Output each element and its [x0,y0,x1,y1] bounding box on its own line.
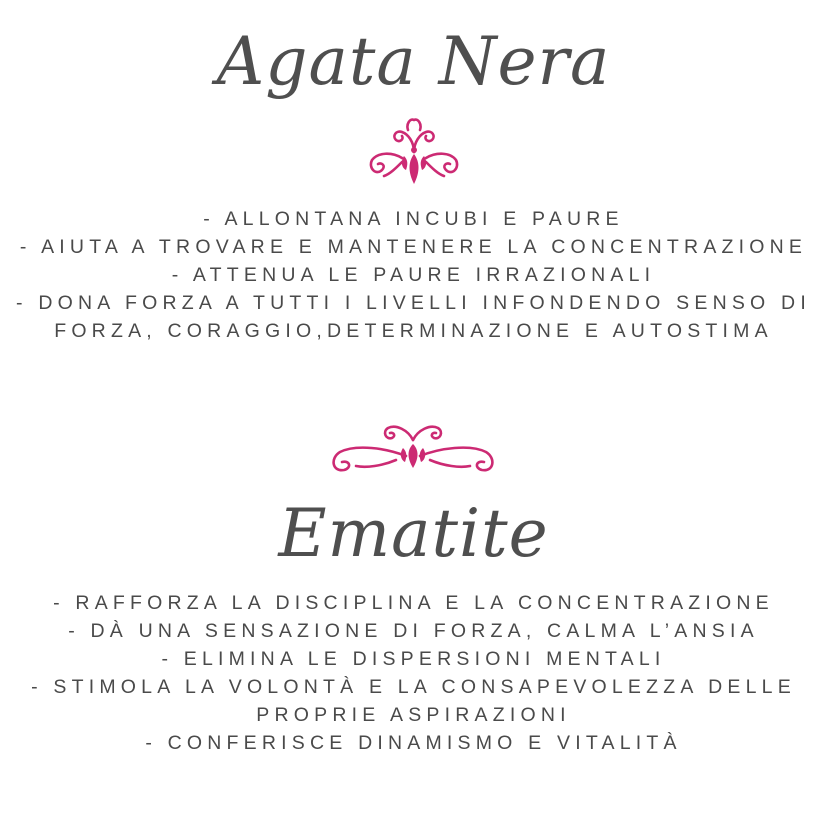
list-item: - DONA FORZA A TUTTI I LIVELLI INFONDENDO SENSO DI FORZA, CORAGGIO,DETERMINAZIONE E AUTOSTIMA [16,292,811,342]
section-title-agata-nera: Agata Nera [216,23,611,100]
agata-nera-properties-list [14,205,813,345]
list-item: - ELIMINA LE DISPERSIONI MENTALI [161,648,666,670]
list-item: - DÀ UNA SENSAZIONE DI FORZA, CALMA L’ANSIA [68,620,759,642]
list-item: - RAFFORZA LA DISCIPLINA E LA CONCENTRAZIONE [53,592,774,614]
list-item: - CONFERISCE DINAMISMO E VITALITÀ [145,732,682,754]
flourish-swirl-divider-icon [326,418,500,480]
list-item: - STIMOLA LA VOLONTÀ E LA CONSAPEVOLEZZA DELLE PROPRIE ASPIRAZIONI [31,676,796,726]
list-item: - AIUTA A TROVARE E MANTENERE LA CONCENTRAZIONE [19,236,808,258]
list-item: - ALLONTANA INCUBI E PAURE [203,208,624,230]
ematite-properties-list [14,589,813,757]
flourish-crown-icon [362,112,466,188]
section-title-ematite: Ematite [278,495,549,572]
list-item: - ATTENUA LE PAURE IRRAZIONALI [171,264,656,286]
